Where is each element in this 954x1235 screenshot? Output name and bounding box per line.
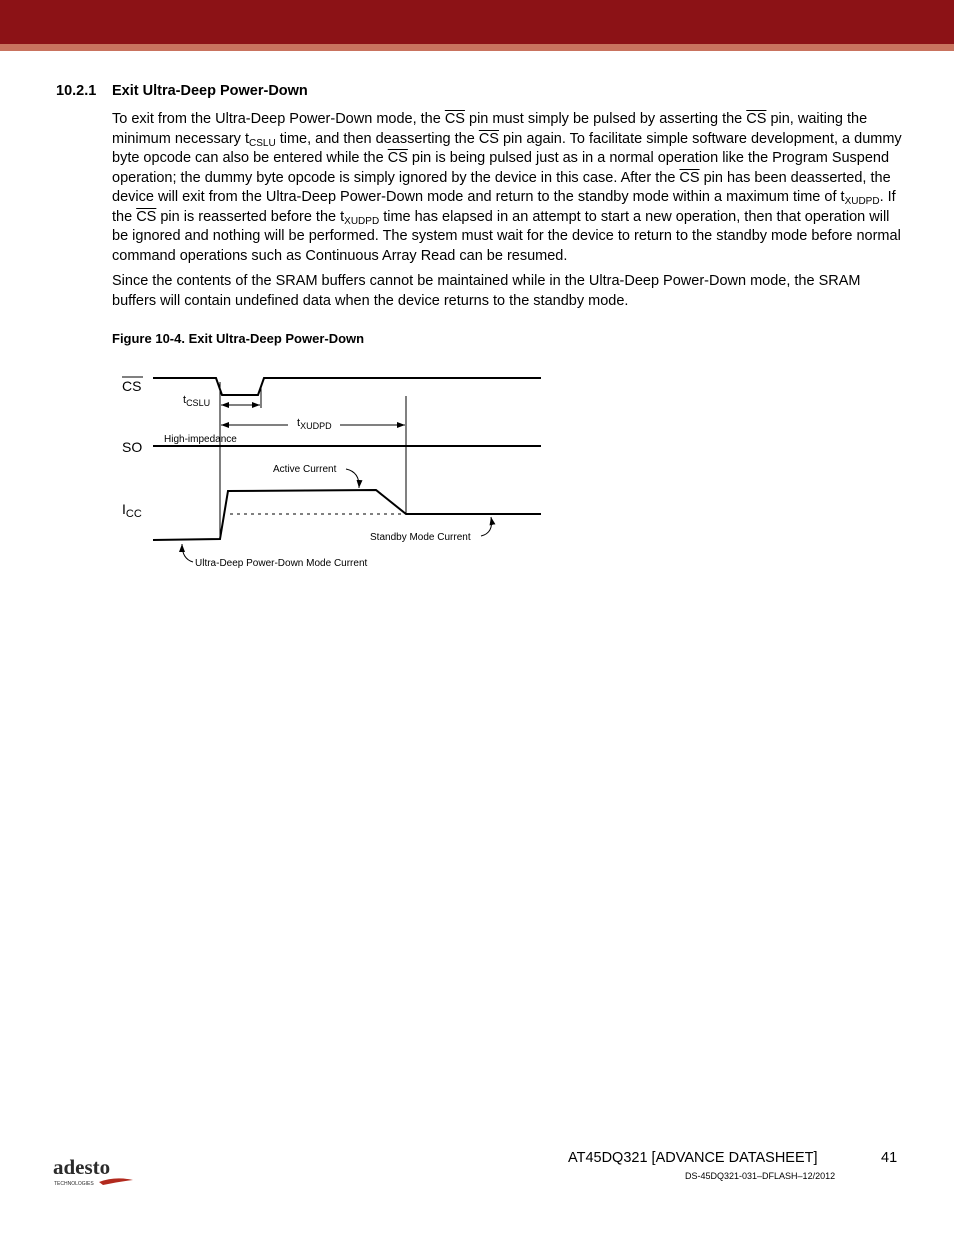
logo-swoosh-icon <box>99 1178 133 1185</box>
footer-page-number: 41 <box>881 1150 898 1166</box>
text-run: pin has been deasserted, the device will exit from the Ultra-Deep Power-Down mode and return to the standby mode within a maximum time of t <box>112 169 891 205</box>
subscript-xudpd: XUDPD <box>844 196 880 207</box>
text-run: pin is being pulsed just as in a normal operation like the Program Suspend operation; the dummy byte opcode is simply ignored by the device in this case. After the <box>112 150 890 186</box>
text-run: . If the <box>112 189 896 225</box>
text-run: time has elapsed in an attempt to start a new operation, then that operation will be ignored and nothing will be performed. The system must wait for the device to return to the standby mode before normal command operations such as Continuous Array Read can be resumed. <box>112 208 901 264</box>
header-bar <box>0 0 954 44</box>
text-run: pin again. To facilitate simple software development, a dummy byte opcode can also be entered while the <box>112 130 902 166</box>
cs-overbar: $\overline{CS}$ <box>387 150 408 166</box>
standby-current-pointer <box>481 517 492 536</box>
cs-overbar: $\overline{CS}$ <box>478 130 499 147</box>
timing-diagram <box>110 360 550 580</box>
section-heading <box>56 83 308 99</box>
text-run: To exit from the Ultra-Deep Power-Down mode, the <box>112 111 445 127</box>
adesto-logo <box>53 1155 135 1189</box>
tcslu-label: $t_{CSLU}$ <box>183 394 211 408</box>
high-impedance-label: High-impedance <box>164 434 237 445</box>
udpd-current-pointer <box>182 544 193 562</box>
subscript-cslu: CSLU <box>248 137 276 149</box>
header-stripe <box>0 44 954 51</box>
figure-caption: Figure 10-4. Exit Ultra-Deep Power-Down <box>112 331 365 346</box>
active-current-pointer <box>346 469 359 488</box>
icc-signal-label: $I_{CC}$ <box>122 501 142 520</box>
cs-overbar: $\overline{CS}$ <box>679 169 700 186</box>
footer-doc-id: DS-45DQ321-031–DFLASH–12/2012 <box>685 1171 836 1181</box>
subscript-xudpd: XUDPD <box>344 215 380 227</box>
body-paragraph-1 <box>112 110 902 266</box>
txudpd-label: $t_{XUDPD}$ <box>297 417 332 431</box>
cs-overbar: $\overline{CS}$ <box>746 111 767 127</box>
logo-subtext: TECHNOLOGIES <box>54 1181 94 1187</box>
cs-signal-label: CS <box>122 378 142 394</box>
section-title: Exit Ultra-Deep Power-Down <box>112 83 308 99</box>
active-current-label: Active Current <box>273 464 337 475</box>
cs-waveform <box>153 378 541 395</box>
section-number: 10.2.1 <box>56 83 97 99</box>
udpd-current-label: Ultra-Deep Power-Down Mode Current <box>195 558 368 569</box>
cs-overbar: $\overline{CS}$ <box>444 111 465 127</box>
text-run: time, and then deasserting the <box>275 130 479 147</box>
icc-waveform <box>153 490 541 540</box>
text-run: pin must simply be pulsed by asserting the <box>464 111 747 127</box>
text-run: pin, waiting the minimum necessary t <box>112 111 868 147</box>
logo-wordmark: adesto <box>53 1155 111 1179</box>
standby-current-label: Standby Mode Current <box>370 532 471 543</box>
cs-overbar: $\overline{CS}$ <box>136 208 157 225</box>
text-run: pin is reasserted before the t <box>156 208 345 225</box>
so-signal-label: SO <box>122 439 143 455</box>
footer-doc-title: AT45DQ321 [ADVANCE DATASHEET] <box>568 1150 818 1166</box>
body-paragraph-2: Since the contents of the SRAM buffers cannot be maintained while in the Ultra-Deep Power-Down mode, the SRAM buffers will contain undefined data when the device returns to the standby mode. <box>112 273 861 309</box>
